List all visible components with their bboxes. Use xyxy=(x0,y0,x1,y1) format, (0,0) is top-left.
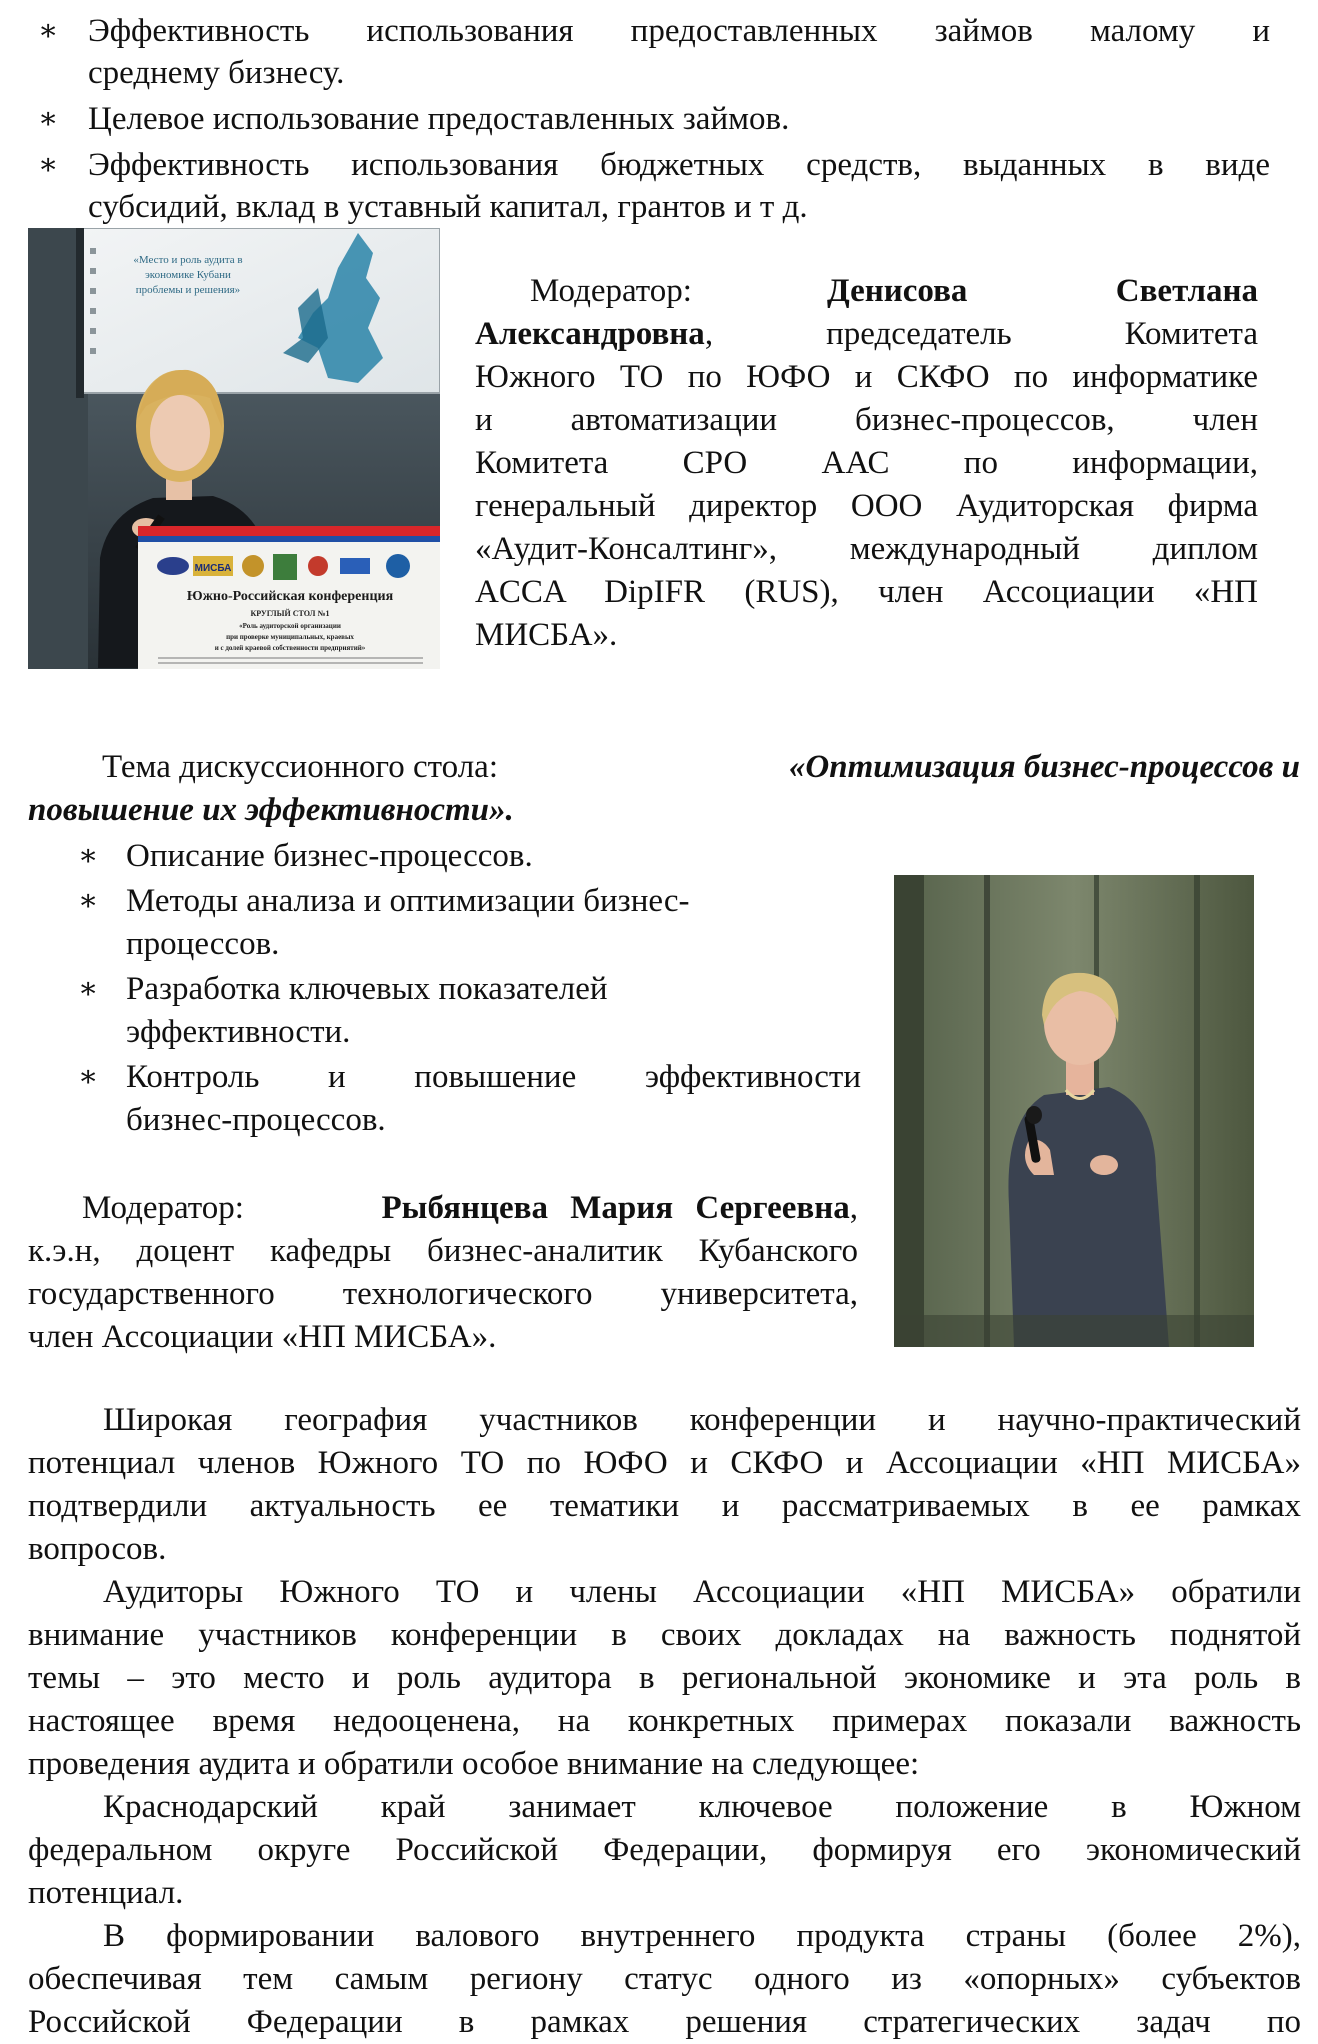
bullet-item-line: процессов. xyxy=(126,926,280,962)
paragraph-line: обеспечивая тем самым региону статус одного из «опорных» субъектов xyxy=(28,1961,1301,1997)
bullet-item-line: среднему бизнесу. xyxy=(88,55,345,91)
banner-line: «Роль аудиторской организации xyxy=(239,622,341,630)
moderator-1-line: Александровна, председатель Комитета xyxy=(475,316,1258,352)
bullet-item-line: Разработка ключевых показателей xyxy=(126,971,608,1007)
paragraph-line: Широкая география участников конференции и научно-практический xyxy=(103,1402,1301,1438)
bullet-item-line: Описание бизнес-процессов. xyxy=(126,838,533,874)
moderator-name: Рыбянцева Мария Сергеевна xyxy=(381,1190,850,1226)
moderator-2-line: член Ассоциации «НП МИСБА». xyxy=(28,1319,497,1355)
slide-text: экономике Кубани xyxy=(145,269,231,281)
bullet-item-line: Методы анализа и оптимизации бизнес- xyxy=(126,883,690,919)
topic-title: «Оптимизация бизнес-процессов и xyxy=(788,749,1300,785)
paragraph-line: Аудиторы Южного ТО и члены Ассоциации «НП МИСБА» обратили xyxy=(103,1574,1301,1610)
misba-logo-text: МИСБА xyxy=(194,563,232,574)
banner-title: Южно-Российская конференция xyxy=(186,589,394,604)
bullet-item-line: Контроль и повышение эффективности xyxy=(126,1059,861,1095)
banner-line: при проверке муниципальных, краевых xyxy=(226,633,354,641)
photo-1-image xyxy=(28,228,440,669)
topic-title: повышение их эффективности». xyxy=(28,792,514,828)
paragraph-line: федеральном округе Российской Федерации, формируя его экономический xyxy=(28,1832,1301,1868)
moderator-2-line: к.э.н, доцент кафедры бизнес-аналитик Кубанского xyxy=(28,1233,858,1269)
moderator-name: Александровна xyxy=(475,316,705,352)
paragraph-line: подтвердили актуальность ее тематики и рассматриваемых в ее рамках xyxy=(28,1488,1301,1524)
bullet-marker: ∗ xyxy=(38,14,59,47)
moderator-label: Модератор: xyxy=(530,273,692,309)
moderator-1-line: Комитета СРО ААС по информации, xyxy=(475,445,1258,481)
moderator-photo-1 xyxy=(28,228,440,669)
paragraph-line: Краснодарский край занимает ключевое положение в Южном xyxy=(103,1789,1301,1825)
moderator-label: Модератор: xyxy=(82,1190,244,1226)
moderator-name: Денисова xyxy=(827,273,968,309)
banner-line: и с долей краевой собственности предприятий» xyxy=(214,644,366,652)
paragraph-line: потенциал. xyxy=(28,1875,184,1911)
paragraph-line: настоящее время недооценена, на конкретных примерах показали важность xyxy=(28,1703,1301,1739)
moderator-1-line: МИСБА». xyxy=(475,617,618,653)
bullet-item-line: бизнес-процессов. xyxy=(126,1102,386,1138)
bullet-item-line: Эффективность использования предоставленных займов малому и xyxy=(88,13,1270,49)
document-page: ∗ Эффективность использования предоставленных займов малому и среднему бизнесу. ∗ Целевое использование предоставленных займов. ∗ Эффективность использования бюджетных средств, выданных в виде субсидий, вклад в уставный капитал, грантов и т д. «Место и роль аудита в экономике Кубани проблемы и решения» МИСБА Южно-Российская конференция КРУГЛЫЙ СТОЛ №1 «Роль аудиторской организации при проверке муниципальных, краевых и с долей краевой собственности предприятий» Модератор: Денисова Светлана Александровна, председатель Комитета Южного ТО по ЮФО и СКФО по информатике и автоматизации бизнес-процессов, член Комитета СРО ААС по информации, генеральный директор ООО Аудиторская фирма «Аудит-Консалтинг», международный диплом ACCA DipIFR (RUS), член Ассоциации «НП МИСБА». Тема дискуссионного стола: «Оптимизация бизнес-процессов и повышение их эффективности». ∗ Описание бизнес-процессов. ∗ Методы анализа и оптимизации бизнес- процессов. ∗ Разработка ключевых показателей эффективности. ∗ Контроль и повышение эффективности бизнес-процессов. Модератор: Рыбянцева Мария Сергеевна, к.э.н, доцент кафедры бизнес-аналитик Кубанского государственного технологического университета, член Ассоциации «НП МИСБА». Широкая география участников конференции и научно-практический потенциал членов Южного ТО по ЮФО и СКФО и Ассоциации «НП МИСБА» подтвердили актуальность ее тематики и рассматриваемых в ее рамках вопросов. Аудиторы Южного ТО и члены Ассоциации «НП МИСБА» обратили внимание участников конференции в своих докладах на важность поднятой темы – это место и роль аудитора в региональной экономике и эта роль в настоящее время недооценена, на конкретных примерах показали важность проведения аудита и обратили особое внимание на следующее: Краснодарский край занимает ключевое положение в Южном федеральном округе Российской Федерации, формируя его экономический потенциал. В формировании валового внутреннего продукта страны (более 2%), обеспечивая тем самым региону статус одного из «опорных» субъектов Российской Федерации в рамках решения стратегических задач по xyxy=(0,0,1318,2038)
paragraph-line: темы – это место и роль аудитора в региональной экономике и эта роль в xyxy=(28,1660,1301,1696)
slide-text: проблемы и решения» xyxy=(135,284,241,296)
paragraph-line: Российской Федерации в рамках решения стратегических задач по xyxy=(28,2004,1301,2040)
moderator-photo-2 xyxy=(894,875,1254,1347)
bullet-marker: ∗ xyxy=(38,148,59,181)
banner-line: КРУГЛЫЙ СТОЛ №1 xyxy=(250,609,330,618)
bullet-marker: ∗ xyxy=(38,102,59,135)
topic-line xyxy=(28,789,514,832)
bullet-marker: ∗ xyxy=(78,1060,99,1093)
paragraph-line: внимание участников конференции в своих докладах на важность поднятой xyxy=(28,1617,1301,1653)
moderator-1-line: генеральный директор ООО Аудиторская фирма xyxy=(475,488,1258,524)
paragraph-line: В формировании валового внутреннего продукта страны (более 2%), xyxy=(103,1918,1301,1954)
bullet-item-line: Эффективность использования бюджетных средств, выданных в виде xyxy=(88,147,1270,183)
bullet-item-line: эффективности. xyxy=(126,1014,351,1050)
moderator-name: Светлана xyxy=(1115,273,1258,309)
bullet-marker: ∗ xyxy=(78,839,99,872)
bullet-marker: ∗ xyxy=(78,884,99,917)
paragraph-line: проведения аудита и обратили особое внимание на следующее: xyxy=(28,1746,920,1782)
bullet-item-line: Целевое использование предоставленных займов. xyxy=(88,101,790,137)
paragraph-line: потенциал членов Южного ТО по ЮФО и СКФО и Ассоциации «НП МИСБА» xyxy=(28,1445,1301,1481)
paragraph-line: вопросов. xyxy=(28,1531,167,1567)
moderator-1-line: и автоматизации бизнес-процессов, член xyxy=(475,402,1258,438)
moderator-2-line: государственного технологического университета, xyxy=(28,1276,858,1312)
moderator-1-line: «Аудит-Консалтинг», международный диплом xyxy=(475,531,1258,567)
moderator-1-line: Южного ТО по ЮФО и СКФО по информатике xyxy=(475,359,1258,395)
slide-text: «Место и роль аудита в xyxy=(133,254,243,266)
bullet-item-line: субсидий, вклад в уставный капитал, грантов и т д. xyxy=(88,189,808,225)
photo-2-image xyxy=(894,875,1254,1347)
moderator-1-line: ACCA DipIFR (RUS), член Ассоциации «НП xyxy=(475,574,1258,610)
topic-label: Тема дискуссионного стола: xyxy=(102,749,498,785)
bullet-marker: ∗ xyxy=(78,972,99,1005)
